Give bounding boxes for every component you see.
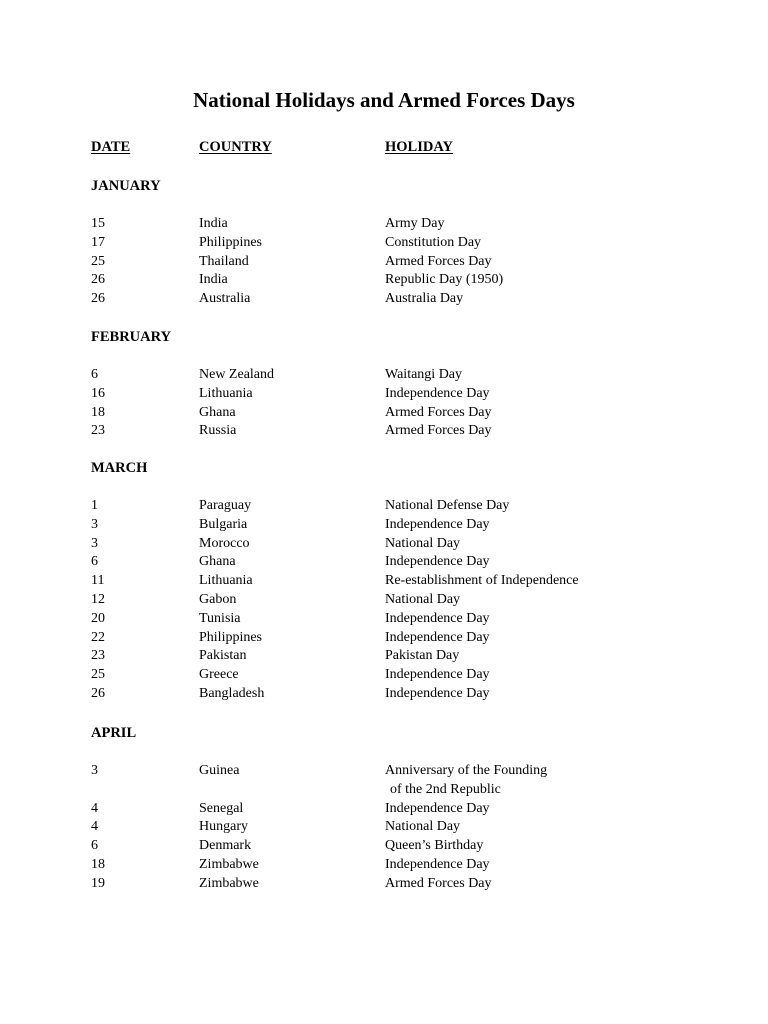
date-cell: 25 — [91, 253, 105, 269]
country-cell: Tunisia — [199, 610, 241, 626]
holiday-cell: Waitangi Day — [385, 367, 463, 382]
month-heading: APRIL — [91, 725, 137, 741]
country-cell: Zimbabwe — [199, 857, 259, 872]
table-row — [0, 630, 768, 649]
table-row — [0, 405, 768, 424]
country-cell: Gabon — [199, 592, 237, 607]
holiday-cell: Independence Day — [385, 516, 490, 532]
holiday-cell: Independence Day — [385, 686, 490, 701]
country-cell: Pakistan — [199, 648, 247, 664]
date-cell: 23 — [91, 648, 105, 664]
country-cell: Thailand — [199, 253, 249, 269]
table-row — [0, 498, 768, 517]
country-cell: Greece — [199, 667, 239, 683]
date-cell: 3 — [91, 763, 98, 778]
table-row — [0, 857, 768, 876]
country-cell: Bulgaria — [199, 516, 248, 532]
country-column-header: COUNTRY — [199, 139, 272, 155]
date-cell: 22 — [91, 629, 105, 645]
date-cell: 6 — [91, 838, 98, 854]
month-heading: JANUARY — [91, 178, 161, 194]
country-cell: Paraguay — [199, 498, 252, 513]
table-row — [0, 272, 768, 291]
holiday-cell: National Day — [385, 535, 461, 551]
holiday-column-header: HOLIDAY — [385, 139, 453, 155]
date-cell: 19 — [91, 875, 105, 891]
country-cell: Denmark — [199, 838, 252, 854]
table-row — [0, 648, 768, 667]
table-row — [0, 667, 768, 686]
column-headers — [0, 139, 768, 159]
month-heading: MARCH — [91, 460, 148, 476]
month-heading: FEBRUARY — [91, 329, 172, 345]
date-cell: 18 — [91, 857, 105, 872]
table-row — [0, 592, 768, 611]
holiday-cell: Armed Forces Day — [385, 423, 492, 439]
country-cell: India — [199, 272, 228, 288]
date-cell: 12 — [91, 592, 105, 607]
country-cell: Morocco — [199, 535, 250, 551]
holiday-cell: Armed Forces Day — [385, 875, 492, 891]
holiday-cell: Armed Forces Day — [385, 404, 492, 420]
holiday-cell: Independence Day — [385, 667, 490, 683]
holiday-cell: Australia Day — [385, 291, 464, 307]
date-cell: 4 — [91, 800, 98, 816]
date-cell: 11 — [91, 573, 105, 589]
country-cell: Australia — [199, 291, 251, 307]
date-cell: 3 — [91, 535, 98, 551]
country-cell: Lithuania — [199, 573, 253, 589]
table-row — [0, 838, 768, 857]
holiday-cell: Armed Forces Day — [385, 253, 492, 269]
holiday-cell: Constitution Day — [385, 234, 482, 250]
country-cell: India — [199, 216, 228, 231]
table-row — [0, 216, 768, 235]
date-cell: 6 — [91, 554, 98, 570]
table-row — [0, 554, 768, 573]
date-cell: 23 — [91, 423, 105, 439]
date-cell: 20 — [91, 610, 105, 626]
table-row — [0, 573, 768, 592]
holiday-cell: National Defense Day — [385, 498, 510, 513]
table-row — [0, 517, 768, 536]
date-column-header: DATE — [91, 139, 131, 155]
country-cell: Lithuania — [199, 385, 253, 401]
holiday-cell: Independence Day — [385, 554, 490, 570]
country-cell: Hungary — [199, 819, 248, 835]
holiday-cell: Independence Day — [385, 629, 490, 645]
table-row — [0, 763, 768, 782]
table-row — [0, 801, 768, 820]
table-row — [0, 386, 768, 405]
country-cell: Guinea — [199, 763, 240, 778]
country-cell: Zimbabwe — [199, 875, 259, 891]
holiday-cell: National Day — [385, 819, 461, 835]
country-cell: Philippines — [199, 234, 263, 250]
date-cell: 25 — [91, 667, 105, 683]
date-cell: 4 — [91, 819, 98, 835]
table-row — [0, 291, 768, 310]
table-row-continuation — [0, 782, 768, 801]
date-cell: 26 — [91, 291, 105, 307]
date-cell: 6 — [91, 367, 98, 382]
table-row — [0, 686, 768, 705]
date-cell: 16 — [91, 385, 105, 401]
holiday-cell: Re-establishment of Independence — [385, 573, 579, 589]
table-row — [0, 367, 768, 386]
holiday-cell: Pakistan Day — [385, 648, 460, 664]
date-cell: 18 — [91, 404, 105, 420]
table-row — [0, 536, 768, 555]
holiday-cell: National Day — [385, 592, 461, 607]
table-row — [0, 876, 768, 895]
holiday-cell: Queen’s Birthday — [385, 838, 484, 854]
holiday-cell: Army Day — [385, 216, 445, 231]
country-cell: Senegal — [199, 800, 244, 816]
holiday-cell: Anniversary of the Founding — [385, 763, 548, 778]
holiday-cell: Independence Day — [385, 857, 490, 872]
country-cell: Russia — [199, 423, 237, 439]
date-cell: 1 — [91, 498, 98, 513]
page-title: National Holidays and Armed Forces Days — [193, 88, 575, 112]
country-cell: Philippines — [199, 629, 263, 645]
date-cell: 15 — [91, 216, 105, 231]
holiday-cell-continuation: of the 2nd Republic — [390, 781, 501, 797]
table-row — [0, 254, 768, 273]
table-row — [0, 235, 768, 254]
country-cell: Ghana — [199, 404, 236, 420]
date-cell: 26 — [91, 272, 105, 288]
date-cell: 17 — [91, 234, 105, 250]
table-row — [0, 611, 768, 630]
table-row — [0, 819, 768, 838]
country-cell: Bangladesh — [199, 686, 265, 701]
table-row — [0, 423, 768, 442]
country-cell: New Zealand — [199, 367, 275, 382]
holiday-cell: Independence Day — [385, 800, 490, 816]
holiday-cell: Independence Day — [385, 385, 490, 401]
holiday-cell: Republic Day (1950) — [385, 272, 504, 288]
holiday-cell: Independence Day — [385, 610, 490, 626]
date-cell: 26 — [91, 686, 105, 701]
country-cell: Ghana — [199, 554, 236, 570]
date-cell: 3 — [91, 516, 98, 532]
